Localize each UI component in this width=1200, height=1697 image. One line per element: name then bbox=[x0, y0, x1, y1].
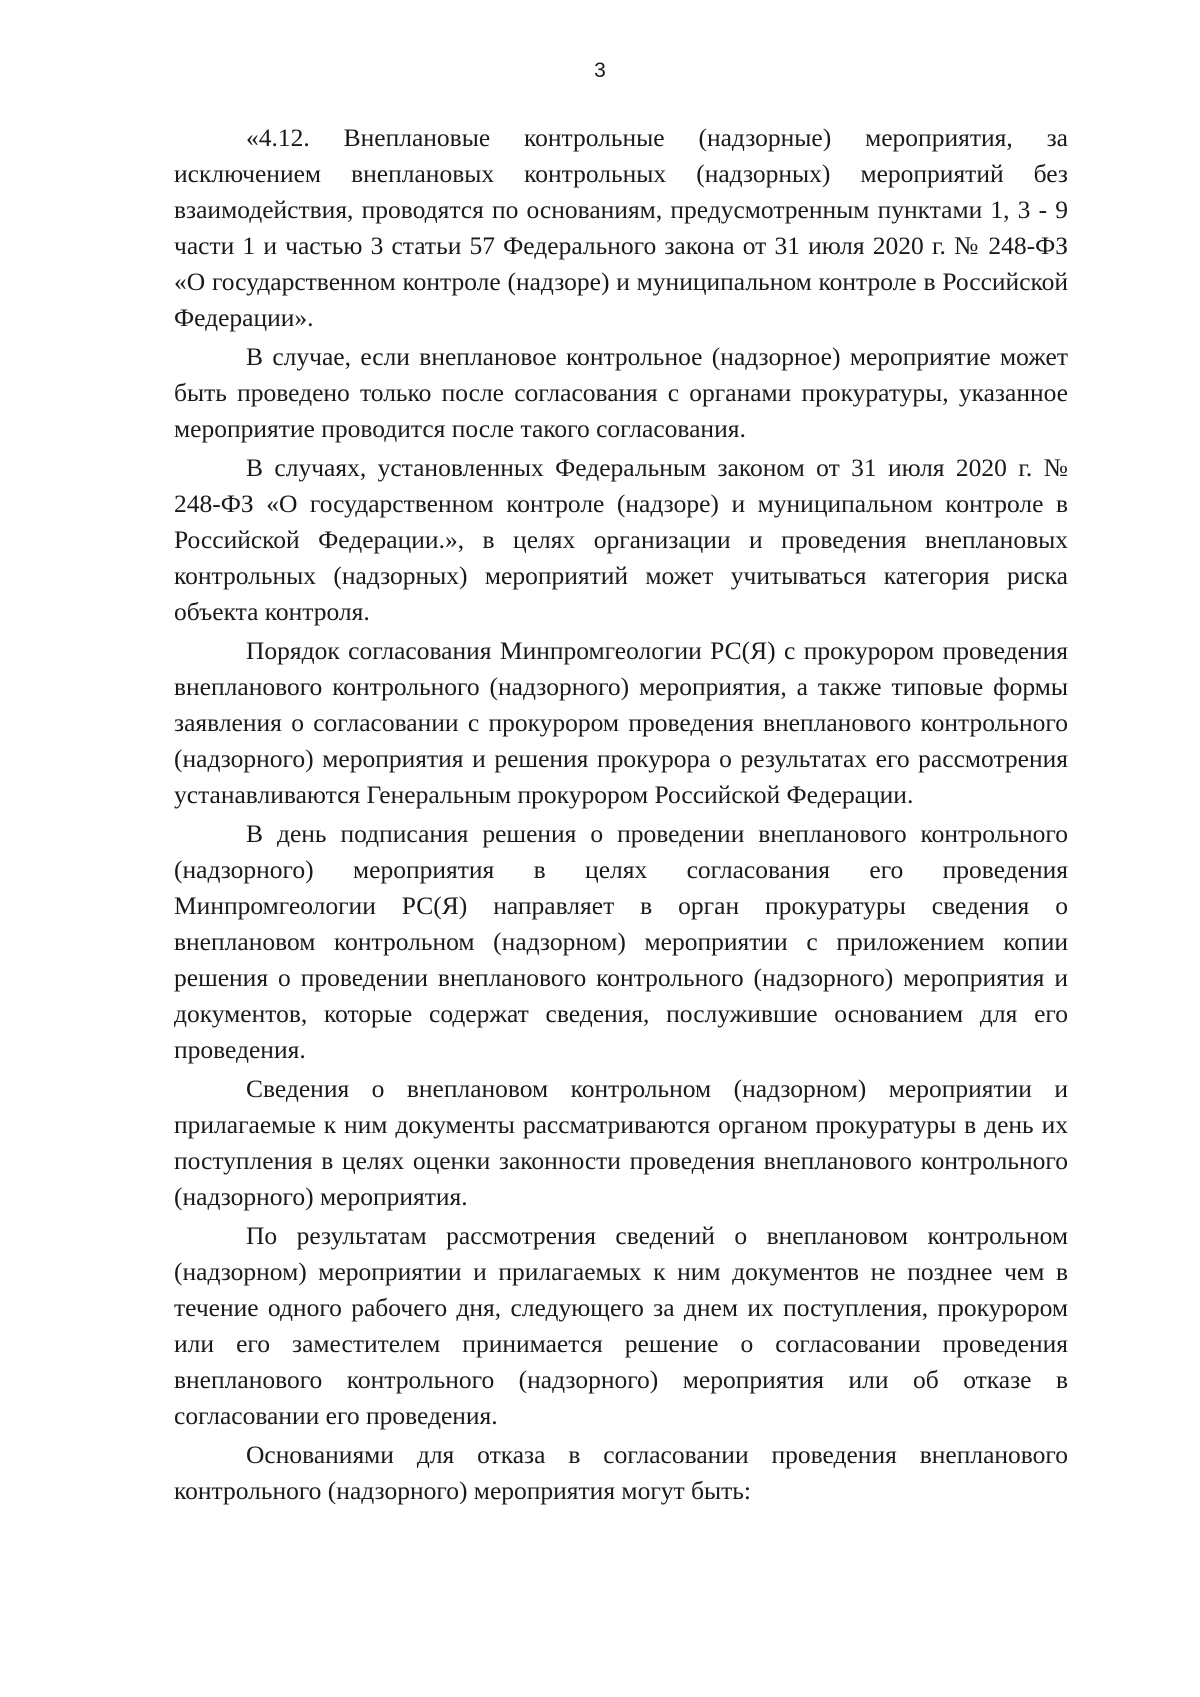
paragraph-approval-procedure: Порядок согласования Минпромгеологии РС(Я) с прокурором проведения внепланового контрольного (надзорного) мероприятия, а также типовые формы заявления о согласовании с прокурором проведения внепланового контрольного (надзорного) мероприятия и решения прокурора о результатах его рассмотрения устанавливаются Генеральным прокурором Российской Федерации. bbox=[174, 636, 1068, 809]
page-number: 3 bbox=[594, 59, 606, 82]
document-body bbox=[174, 120, 1068, 1512]
paragraph-prosecutor-approval: В случае, если внеплановое контрольное (надзорное) мероприятие может быть проведено только после согласования с органами прокуратуры, указанное мероприятие проводится после такого согласования. bbox=[174, 342, 1068, 443]
paragraph-decision-day: В день подписания решения о проведении внепланового контрольного (надзорного) мероприятия в целях согласования его проведения Минпромгеологии РС(Я) направляет в орган прокуратуры сведения о внеплановом контрольном (надзорном) мероприятии с приложением копии решения о проведении внепланового контрольного (надзорного) мероприятия и документов, которые содержат сведения, послужившие основанием для его проведения. bbox=[174, 819, 1068, 1064]
paragraph-4-12: «4.12. Внеплановые контрольные (надзорные) мероприятия, за исключением внеплановых контрольных (надзорных) мероприятий без взаимодействия, проводятся по основаниям, предусмотренным пунктами 1, 3 - 9 части 1 и частью 3 статьи 57 Федерального закона от 31 июля 2020 г. № 248-ФЗ «О государственном контроле (надзоре) и муниципальном контроле в Российской Федерации». bbox=[174, 123, 1068, 332]
paragraph-review: Сведения о внеплановом контрольном (надзорном) мероприятии и прилагаемые к ним документы рассматриваются органом прокуратуры в день их поступления в целях оценки законности проведения внепланового контрольного (надзорного) мероприятия. bbox=[174, 1074, 1068, 1211]
paragraph-review-results: По результатам рассмотрения сведений о внеплановом контрольном (надзорном) мероприятии и прилагаемых к ним документов не позднее чем в течение одного рабочего дня, следующего за днем их поступления, прокурором или его заместителем принимается решение о согласовании проведения внепланового контрольного (надзорного) мероприятия или об отказе в согласовании его проведения. bbox=[174, 1221, 1068, 1430]
paragraph-risk-category: В случаях, установленных Федеральным законом от 31 июля 2020 г. № 248-ФЗ «О государственном контроле (надзоре) и муниципальном контроле в Российской Федерации.», в целях организации и проведения внеплановых контрольных (надзорных) мероприятий может учитываться категория риска объекта контроля. bbox=[174, 453, 1068, 626]
paragraph-refusal-grounds: Основаниями для отказа в согласовании проведения внепланового контрольного (надзорного) мероприятия могут быть: bbox=[174, 1440, 1068, 1505]
